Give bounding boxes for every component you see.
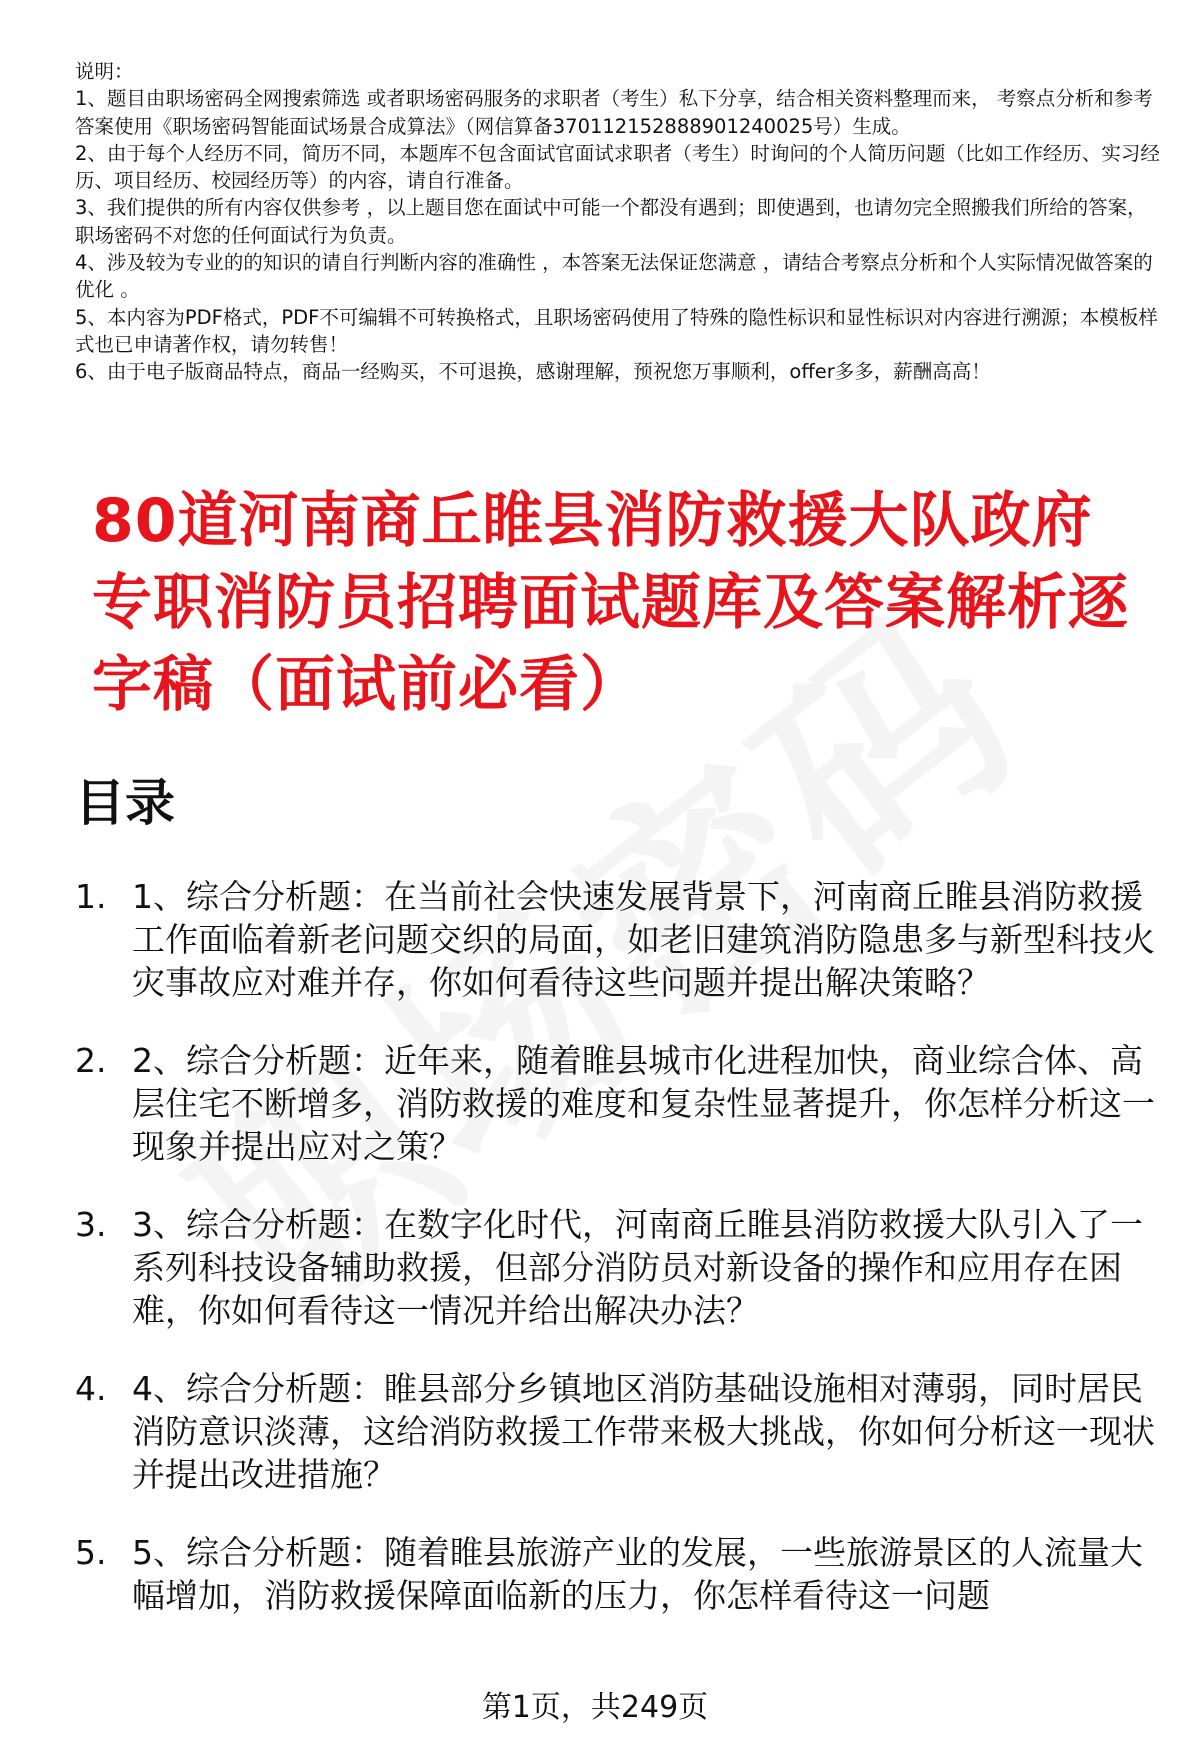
disclaimer-notes — [75, 58, 1165, 386]
toc-item-text[interactable]: 2、综合分析题：近年来，随着睢县城市化进程加快，商业综合体、高层住宅不断增多，消防救援的难度和复杂性显著提升，你怎样分析这一现象并提出应对之策？ — [132, 1041, 1155, 1166]
toc-item-number: 2. — [75, 1041, 107, 1080]
toc-list — [75, 875, 1175, 1652]
toc-item-number: 4. — [75, 1369, 107, 1408]
toc-item[interactable] — [75, 1367, 1175, 1496]
note-item-3: 3、我们提供的所有内容仅供参考 ，以上题目您在面试中可能一个都没有遇到；即使遇到，也请勿完全照搬我们所给的答案，职场密码不对您的任何面试行为负责。 — [75, 196, 1147, 247]
toc-item-text[interactable]: 3、综合分析题：在数字化时代，河南商丘睢县消防救援大队引入了一系列科技设备辅助救援，但部分消防员对新设备的操作和应用存在困难，你如何看待这一情况并给出解决办法？ — [132, 1205, 1143, 1330]
page-number-footer: 第1页，共249页 — [0, 1690, 1190, 1755]
toc-heading: 目录 — [75, 774, 175, 832]
toc-item[interactable] — [75, 1039, 1175, 1168]
note-item-1: 1、题目由职场密码全网搜索筛选 或者职场密码服务的求职者（考生）私下分享，结合相关资料整理而来， 考察点分析和参考答案使用《职场密码智能面试场景合成算法》（网信算备370112152888901240025号）生成。 — [75, 87, 1153, 138]
toc-item-text[interactable]: 4、综合分析题：睢县部分乡镇地区消防基础设施相对薄弱，同时居民消防意识淡薄，这给消防救援工作带来极大挑战，你如何分析这一现状并提出改进措施？ — [132, 1369, 1155, 1494]
note-item-2: 2、由于每个人经历不同，简历不同，本题库不包含面试官面试求职者（考生）时询问的个人简历问题（比如工作经历、实习经历、项目经历、校园经历等）的内容，请自行准备。 — [75, 141, 1160, 193]
document-title: 80道河南商丘睢县消防救援大队政府专职消防员招聘面试题库及答案解析逐字稿（面试前必看） — [92, 486, 1129, 720]
toc-item[interactable] — [75, 875, 1175, 1004]
note-item-4: 4、涉及较为专业的的知识的请自行判断内容的准确性 ，本答案无法保证您满意 ，请结合考察点分析和个人实际情况做答案的优化 。 — [75, 251, 1153, 302]
notes-heading: 说明： — [75, 60, 134, 83]
toc-item[interactable] — [75, 1531, 1175, 1617]
toc-item-number: 3. — [75, 1205, 107, 1244]
note-item-5: 5、本内容为PDF格式，PDF不可编辑不可转换格式，且职场密码使用了特殊的隐性标识和显性标识对内容进行溯源；本模板样式也已申请著作权，请勿转售！ — [75, 305, 1158, 356]
toc-item-number: 5. — [75, 1533, 107, 1572]
toc-item-number: 1. — [75, 877, 107, 916]
toc-item[interactable] — [75, 1203, 1175, 1332]
toc-item-text[interactable]: 1、综合分析题：在当前社会快速发展背景下，河南商丘睢县消防救援工作面临着新老问题交织的局面，如老旧建筑消防隐患多与新型科技火灾事故应对难并存，你如何看待这些问题并提出解决策略？ — [132, 877, 1155, 1002]
note-item-6: 6、由于电子版商品特点，商品一经购买，不可退换，感谢理解，预祝您万事顺利，offer多多，薪酬高高！ — [75, 360, 991, 384]
toc-item-text[interactable]: 5、综合分析题：随着睢县旅游产业的发展，一些旅游景区的人流量大幅增加，消防救援保障面临新的压力，你怎样看待这一问题 — [132, 1533, 1143, 1615]
